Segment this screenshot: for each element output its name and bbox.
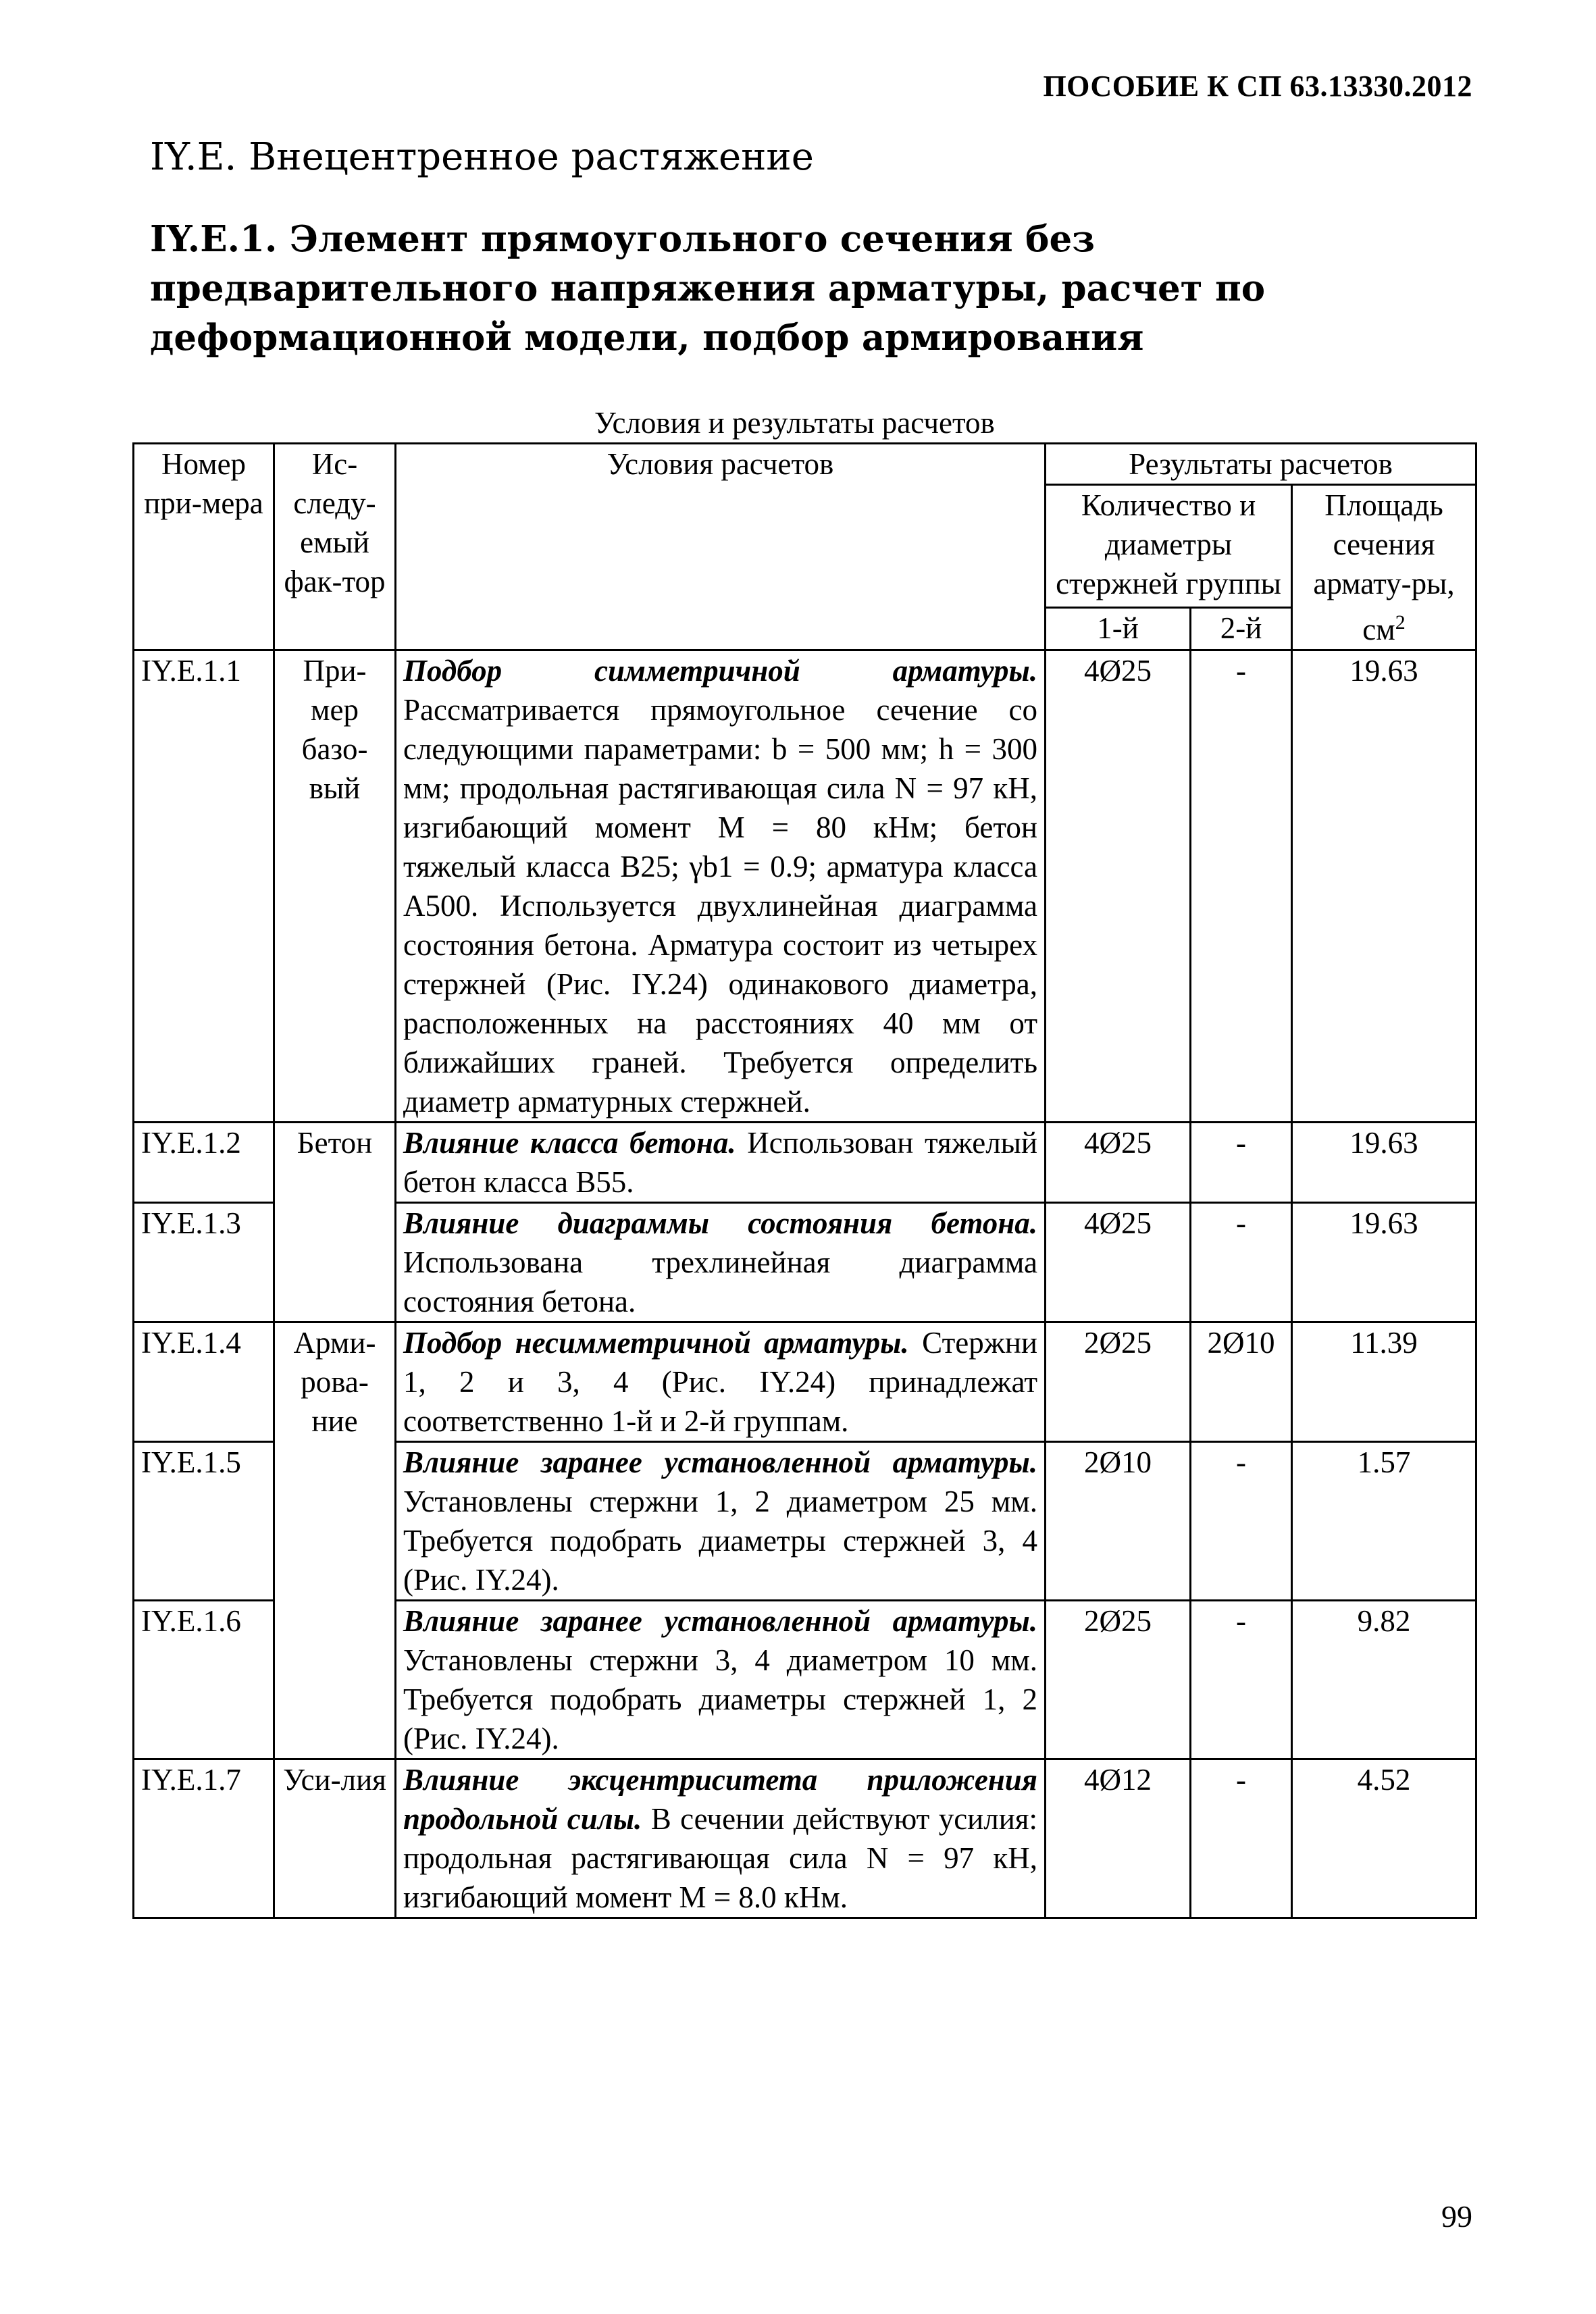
condition-title: Влияние заранее установленной арматуры.	[403, 1604, 1037, 1638]
results-table	[132, 442, 1477, 1919]
group-2-value: -	[1191, 1442, 1292, 1601]
group-1-value: 2Ø25	[1046, 1601, 1191, 1759]
document-header-code: ПОСОБИЕ К СП 63.13330.2012	[1043, 70, 1472, 103]
header-factor: Ис-следу-емый фак-тор	[274, 444, 396, 650]
group-1-value: 2Ø10	[1046, 1442, 1191, 1601]
area-value: 19.63	[1292, 1123, 1476, 1203]
header-results: Результаты расчетов	[1046, 444, 1476, 485]
condition-title: Влияние диаграммы состояния бетона.	[403, 1206, 1037, 1240]
header-area	[1292, 485, 1476, 650]
table-row	[134, 1322, 1476, 1442]
page-number: 99	[1441, 2199, 1472, 2234]
condition-text: Использован тяжелый бетон класса B55.	[403, 1126, 1037, 1199]
example-number: IY.E.1.2	[134, 1123, 274, 1203]
header-count-diameter: Количество и диаметры стержней группы	[1046, 485, 1292, 608]
condition-title: Влияние эксцентриситета приложения продольной силы.	[403, 1763, 1037, 1836]
section-title: IY.E. Внецентренное растяжение	[150, 135, 814, 179]
condition-title: Влияние заранее установленной арматуры.	[403, 1445, 1037, 1479]
group-2-value: -	[1191, 1601, 1292, 1759]
studied-factor: Бетон	[274, 1123, 396, 1322]
area-value: 1.57	[1292, 1442, 1476, 1601]
group-1-value: 4Ø12	[1046, 1759, 1191, 1918]
condition-text: В сечении действуют усилия: продольная растягивающая сила N = 97 кН, изгибающий момент M = 8.0 кНм.	[403, 1802, 1037, 1914]
table-row	[134, 650, 1476, 1123]
header-conditions: Условия расчетов	[396, 444, 1046, 650]
group-2-value: -	[1191, 650, 1292, 1123]
calculation-conditions	[396, 1123, 1046, 1203]
calculation-conditions	[396, 650, 1046, 1123]
header-group-2: 2-й	[1191, 608, 1292, 650]
condition-text: Стержни 1, 2 и 3, 4 (Рис. IY.24) принадлежат соответственно 1-й и 2-й группам.	[403, 1326, 1037, 1438]
condition-text: Рассматривается прямоугольное сечение со следующими параметрами: b = 500 мм; h = 300 мм; продольная растягивающая сила N = 97 кН, изгибающий момент M = 80 кНм; бетон тяжелый класса B25; γb1 = 0.9; арматура класса A500. Используется двухлинейная диаграмма состояния бетона. Арматура состоит из четырех стержней (Рис. IY.24) одинакового диаметра, расположенных на расстояниях 40 мм от ближайших граней. Требуется определить диаметр арматурных стержней.	[403, 693, 1037, 1119]
table-caption: Условия и результаты расчетов	[594, 406, 995, 440]
condition-text: Использована трехлинейная диаграмма состояния бетона.	[403, 1245, 1037, 1318]
area-value: 11.39	[1292, 1322, 1476, 1442]
group-2-value: -	[1191, 1203, 1292, 1322]
condition-text: Установлены стержни 3, 4 диаметром 10 мм. Требуется подобрать диаметры стержней 1, 2 (Рис. IY.24).	[403, 1643, 1037, 1755]
studied-factor: При-мер базо-вый	[274, 650, 396, 1123]
group-1-value: 4Ø25	[1046, 1123, 1191, 1203]
calculation-conditions	[396, 1442, 1046, 1601]
studied-factor: Арми-рова-ние	[274, 1322, 396, 1759]
example-number: IY.E.1.6	[134, 1601, 274, 1759]
area-value: 19.63	[1292, 1203, 1476, 1322]
calculation-conditions	[396, 1203, 1046, 1322]
group-2-value: 2Ø10	[1191, 1322, 1292, 1442]
calculation-conditions	[396, 1601, 1046, 1759]
group-1-value: 4Ø25	[1046, 650, 1191, 1123]
condition-title: Подбор несимметричной арматуры.	[403, 1326, 909, 1360]
condition-title: Подбор симметричной арматуры.	[403, 654, 1037, 688]
group-1-value: 4Ø25	[1046, 1203, 1191, 1322]
header-area-unit-exponent: 2	[1395, 611, 1406, 634]
header-area-text: Площадь сечения армату-ры, см	[1313, 488, 1455, 646]
table-row	[134, 1123, 1476, 1203]
header-group-1: 1-й	[1046, 608, 1191, 650]
calculation-conditions	[396, 1322, 1046, 1442]
condition-text: Установлены стержни 1, 2 диаметром 25 мм. Требуется подобрать диаметры стержней 3, 4 (Рис. IY.24).	[403, 1485, 1037, 1597]
area-value: 19.63	[1292, 650, 1476, 1123]
example-number: IY.E.1.4	[134, 1322, 274, 1442]
example-number: IY.E.1.3	[134, 1203, 274, 1322]
example-number: IY.E.1.5	[134, 1442, 274, 1601]
area-value: 4.52	[1292, 1759, 1476, 1918]
subsection-title: IY.E.1. Элемент прямоугольного сечения без предварительного напряжения арматуры, расчет по деформационной модели, подбор армирования	[150, 218, 1266, 359]
example-number: IY.E.1.7	[134, 1759, 274, 1918]
studied-factor: Уси-лия	[274, 1759, 396, 1918]
calculation-conditions	[396, 1759, 1046, 1918]
header-number: Номер при-мера	[134, 444, 274, 650]
condition-title: Влияние класса бетона.	[403, 1126, 736, 1160]
area-value: 9.82	[1292, 1601, 1476, 1759]
group-2-value: -	[1191, 1759, 1292, 1918]
example-number: IY.E.1.1	[134, 650, 274, 1123]
group-2-value: -	[1191, 1123, 1292, 1203]
table-row	[134, 1759, 1476, 1918]
group-1-value: 2Ø25	[1046, 1322, 1191, 1442]
